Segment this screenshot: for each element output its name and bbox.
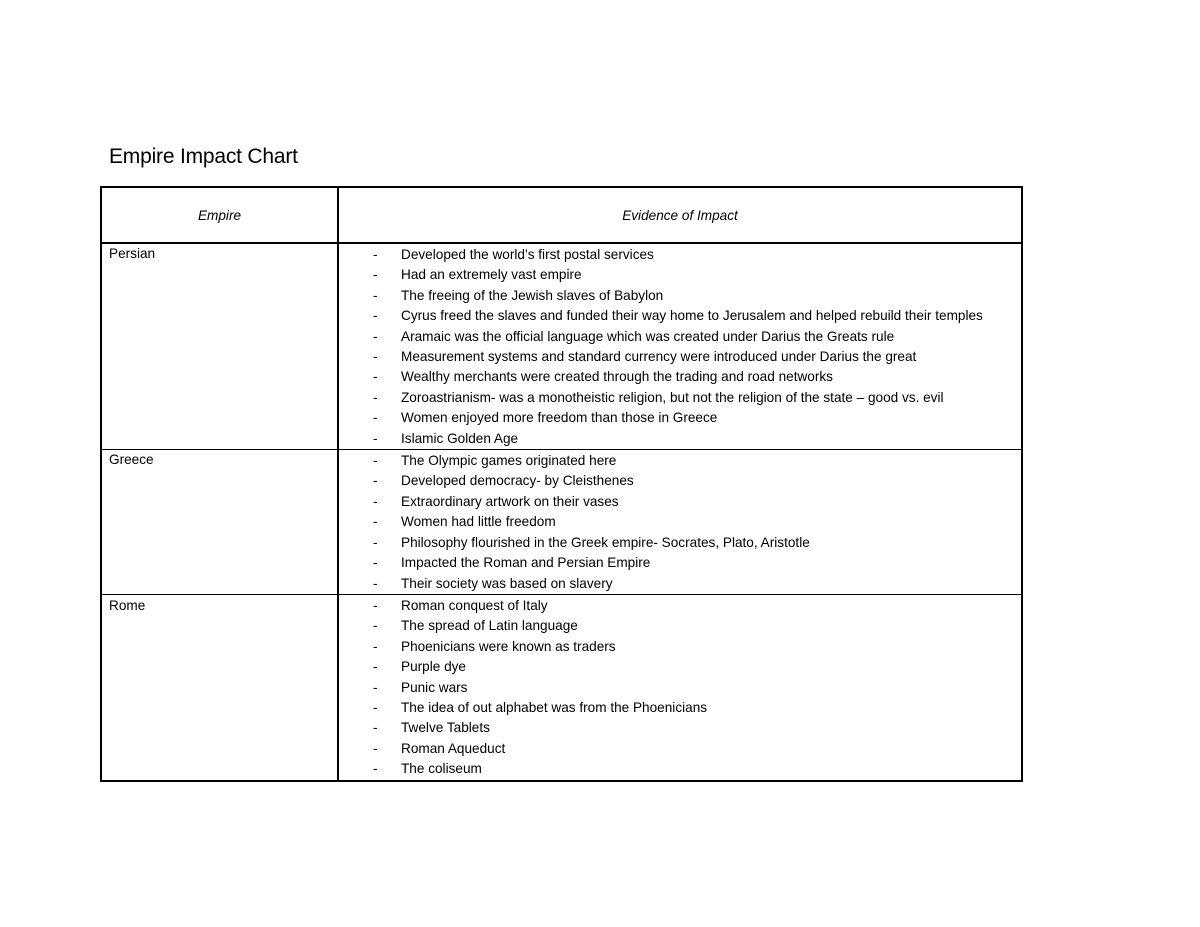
evidence-text: Purple dye — [401, 659, 466, 675]
evidence-list — [339, 244, 1021, 449]
evidence-text: Had an extremely vast empire — [401, 267, 582, 283]
evidence-text: Phoenicians were known as traders — [401, 638, 616, 654]
evidence-text: Roman Aqueduct — [401, 740, 506, 756]
bullet-dash: - — [373, 597, 378, 613]
evidence-text: Wealthy merchants were created through the trading and road networks — [401, 369, 833, 385]
empire-impact-table — [100, 186, 1023, 782]
list-item — [339, 306, 1005, 326]
evidence-text: Women had little freedom — [401, 514, 556, 530]
table-row-rome — [101, 594, 1022, 780]
bullet-dash: - — [373, 699, 378, 715]
evidence-text: Developed democracy- by Cleisthenes — [401, 473, 634, 489]
list-item — [339, 327, 1005, 347]
header-evidence: Evidence of Impact — [338, 187, 1022, 243]
list-item — [339, 265, 1005, 285]
evidence-text: Aramaic was the official language which was created under Darius the Greats rule — [401, 328, 895, 344]
bullet-dash: - — [373, 493, 378, 509]
evidence-cell — [338, 594, 1022, 780]
list-item — [339, 451, 1005, 471]
header-empire: Empire — [101, 187, 338, 243]
bullet-dash: - — [373, 575, 378, 591]
evidence-text: Extraordinary artwork on their vases — [401, 493, 619, 509]
list-item — [339, 512, 1005, 532]
evidence-text: Their society was based on slavery — [401, 575, 613, 591]
list-item — [339, 657, 1005, 677]
list-item — [339, 492, 1005, 512]
bullet-dash: - — [373, 618, 378, 634]
list-item — [339, 759, 1005, 779]
list-item — [339, 347, 1005, 367]
bullet-dash: - — [373, 761, 378, 777]
bullet-dash: - — [373, 555, 378, 571]
evidence-cell — [338, 450, 1022, 595]
bullet-dash: - — [373, 287, 378, 303]
list-item — [339, 574, 1005, 594]
empire-cell — [101, 450, 338, 595]
list-item — [339, 429, 1005, 449]
bullet-dash: - — [373, 267, 378, 283]
list-item — [339, 637, 1005, 657]
list-item — [339, 533, 1005, 553]
bullet-dash: - — [373, 534, 378, 550]
evidence-text: Philosophy flourished in the Greek empire- Socrates, Plato, Aristotle — [401, 534, 810, 550]
list-item — [339, 367, 1005, 387]
list-item — [339, 596, 1005, 616]
evidence-text: Developed the world’s first postal services — [401, 247, 654, 262]
bullet-dash: - — [373, 389, 378, 405]
bullet-dash: - — [373, 514, 378, 530]
empire-name: Greece — [109, 452, 154, 468]
evidence-text: Roman conquest of Italy — [401, 597, 548, 613]
bullet-dash: - — [373, 247, 378, 262]
list-item — [339, 286, 1005, 306]
list-item — [339, 553, 1005, 573]
table-row-persian — [101, 243, 1022, 450]
evidence-text: The coliseum — [401, 761, 482, 777]
bullet-dash: - — [373, 410, 378, 426]
list-item — [339, 678, 1005, 698]
bullet-dash: - — [373, 679, 378, 695]
bullet-dash: - — [373, 349, 378, 365]
list-item — [339, 471, 1005, 491]
evidence-text: The idea of out alphabet was from the Phoenicians — [401, 699, 708, 715]
evidence-text: Women enjoyed more freedom than those in Greece — [401, 410, 718, 426]
evidence-text: Zoroastrianism- was a monotheistic religion, but not the religion of the state – good vs. evil — [401, 389, 944, 405]
evidence-text: Punic wars — [401, 679, 468, 695]
evidence-text: Twelve Tablets — [401, 720, 490, 736]
empire-name: Rome — [109, 597, 146, 613]
evidence-list — [339, 595, 1021, 780]
bullet-dash: - — [373, 473, 378, 489]
bullet-dash: - — [373, 430, 378, 446]
evidence-text: Cyrus freed the slaves and funded their way home to Jerusalem and helped rebuild their temples — [401, 308, 983, 324]
evidence-text: Impacted the Roman and Persian Empire — [401, 555, 651, 571]
evidence-text: The freeing of the Jewish slaves of Babylon — [401, 287, 664, 303]
evidence-cell — [338, 243, 1022, 450]
bullet-dash: - — [373, 659, 378, 675]
bullet-dash: - — [373, 453, 378, 469]
evidence-text: Islamic Golden Age — [401, 430, 519, 446]
bullet-dash: - — [373, 720, 378, 736]
bullet-dash: - — [373, 740, 378, 756]
list-item — [339, 718, 1005, 738]
list-item — [339, 616, 1005, 636]
bullet-dash: - — [373, 328, 378, 344]
evidence-text: The Olympic games originated here — [401, 453, 617, 469]
empire-name: Persian — [109, 246, 156, 261]
empire-cell — [101, 594, 338, 780]
empire-cell — [101, 243, 338, 450]
bullet-dash: - — [373, 369, 378, 385]
list-item — [339, 739, 1005, 759]
bullet-dash: - — [373, 308, 378, 324]
page-title: Empire Impact Chart — [109, 145, 298, 168]
bullet-dash: - — [373, 638, 378, 654]
list-item — [339, 388, 1005, 408]
table-row-greece — [101, 450, 1022, 595]
evidence-text: The spread of Latin language — [401, 618, 578, 634]
list-item — [339, 245, 1005, 265]
evidence-list — [339, 450, 1021, 594]
list-item — [339, 408, 1005, 428]
evidence-text: Measurement systems and standard currency were introduced under Darius the great — [401, 349, 917, 365]
table-header-row — [101, 187, 1022, 243]
list-item — [339, 698, 1005, 718]
